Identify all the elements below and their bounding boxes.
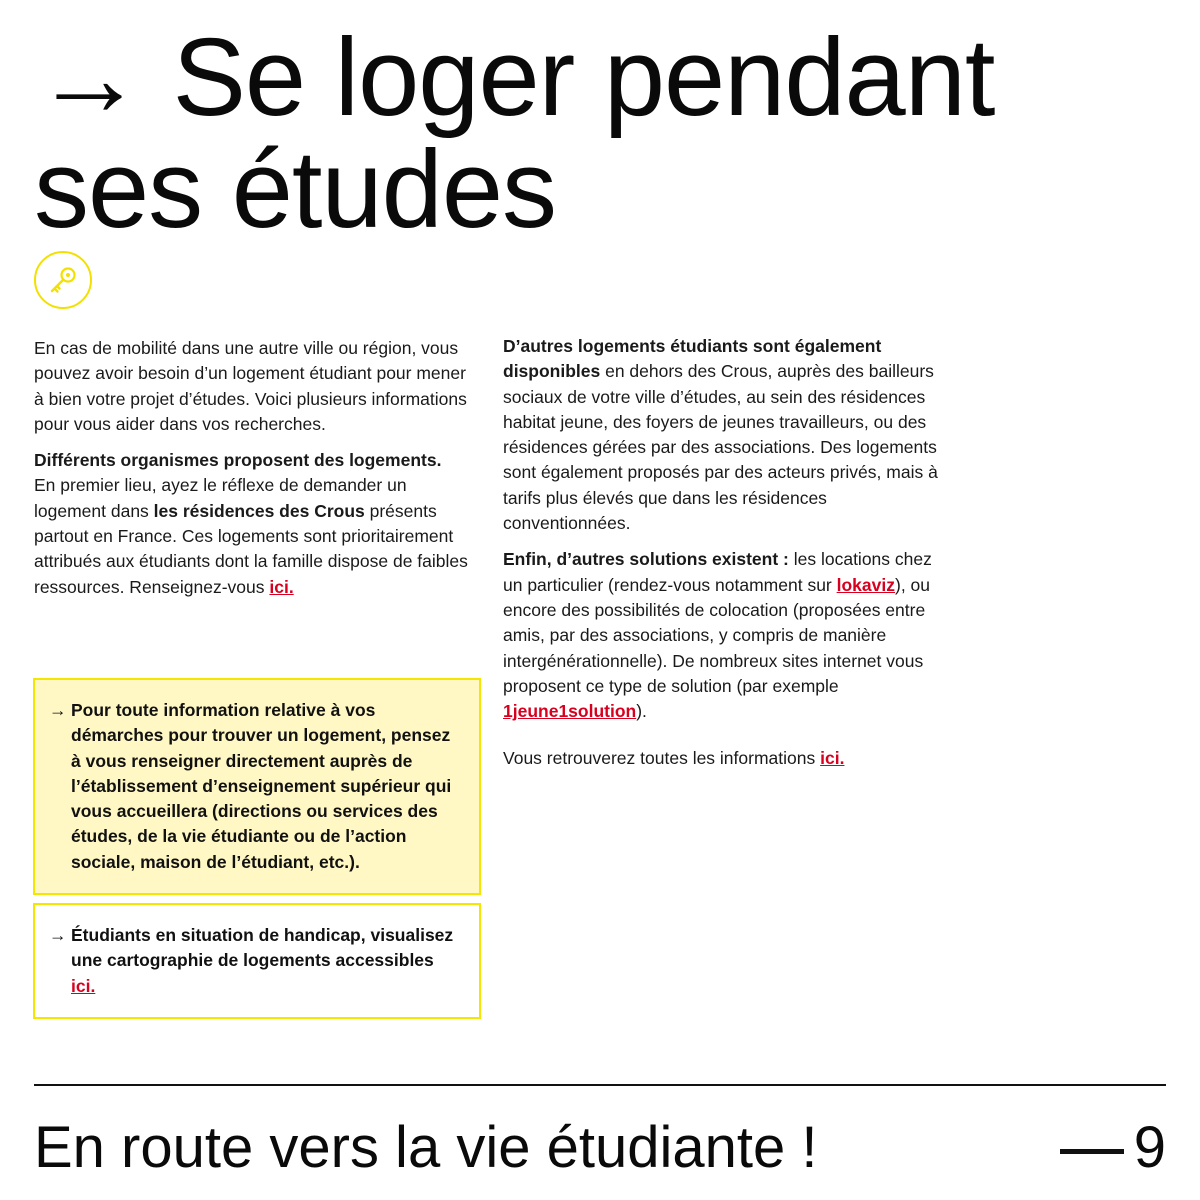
autres-solutions-text-a: les locations chez un particulier (rendez-vous notamment sur xyxy=(503,549,932,595)
page-dash xyxy=(1060,1149,1124,1154)
infos-link[interactable]: ici. xyxy=(820,748,845,769)
autres-solutions-bold: Enfin, d’autres solutions existent : xyxy=(503,549,789,570)
footer-title: En route vers la vie étudiante ! xyxy=(34,1115,818,1180)
autres-logements-text: en dehors des Crous, auprès des bailleurs sociaux de votre ville d’études, au sein des résidences habitat jeune, des foyers de jeunes travailleurs, ou des résidences gérées par des associations. Des logements sont également proposés par des acteurs privés, mais à tarifs plus élevés que dans les résidences conventionnées. xyxy=(503,361,938,534)
infos-paragraph xyxy=(503,746,955,771)
handicap-text-body: Étudiants en situation de handicap, visualisez une cartographie de logements accessibles xyxy=(71,925,454,971)
crous-bold: les résidences des Crous xyxy=(153,500,365,521)
autres-solutions-text-b: ), ou encore des possibilités de colocation (proposées entre amis, par des associations, y compris de manière intergénérationnelle). De nombreux sites internet vous proposent ce type de solution (par exemple xyxy=(503,574,931,696)
title-arrow: → xyxy=(34,16,143,139)
intro-paragraph: En cas de mobilité dans une autre ville ou région, vous pouvez avoir besoin d’un logement étudiant pour mener à bien votre projet d’études. Voici plusieurs informations pour vous aider dans vos recherches. xyxy=(34,338,467,434)
autres-logements-paragraph xyxy=(503,334,955,536)
title-line-1: Se loger pendant xyxy=(172,16,995,139)
right-column xyxy=(503,334,955,783)
1jeune1solution-link[interactable]: 1jeune1solution xyxy=(503,701,637,722)
autres-solutions-paragraph xyxy=(503,547,955,724)
handicap-link[interactable]: ici. xyxy=(71,975,96,996)
infos-text: Vous retrouverez toutes les informations xyxy=(503,748,821,769)
left-column xyxy=(34,336,474,611)
page-number xyxy=(1060,1116,1166,1180)
footer-divider xyxy=(34,1084,1166,1086)
handicap-text xyxy=(71,923,459,999)
key-icon xyxy=(46,263,80,297)
info-box-text: Pour toute information relative à vos démarches pour trouver un logement, pensez à vous renseigner directement auprès de l’établissement d’enseignement supérieur qui vous accueillera (directions ou services des études, de la vie étudiante ou de l’action sociale, maison de l’étudiant, etc.). xyxy=(71,700,452,872)
title-line-2: ses études xyxy=(34,128,557,251)
arrow-icon: → xyxy=(49,925,67,945)
autres-logements-bold: D’autres logements étudiants sont également disponibles xyxy=(503,336,882,382)
organismes-text-a: En premier lieu, ayez le réflexe de demander un logement dans xyxy=(34,475,407,521)
organismes-heading: Différents organismes proposent des logements. xyxy=(34,450,442,471)
organismes-paragraph xyxy=(34,448,474,600)
info-box-etablissement xyxy=(33,678,481,895)
crous-link[interactable]: ici. xyxy=(269,576,294,597)
page-number-value: 9 xyxy=(1133,1115,1166,1180)
info-box-handicap xyxy=(33,903,481,1019)
page-title xyxy=(34,16,1134,251)
key-badge xyxy=(34,251,92,309)
organismes-text-b: présents partout en France. Ces logements sont prioritairement attribués aux étudiants dont la famille dispose de faibles ressources. Renseignez-vous xyxy=(34,500,468,597)
autres-solutions-text-c: ). xyxy=(636,701,647,722)
lokaviz-link[interactable]: lokaviz xyxy=(836,574,895,595)
arrow-icon: → xyxy=(49,700,67,720)
